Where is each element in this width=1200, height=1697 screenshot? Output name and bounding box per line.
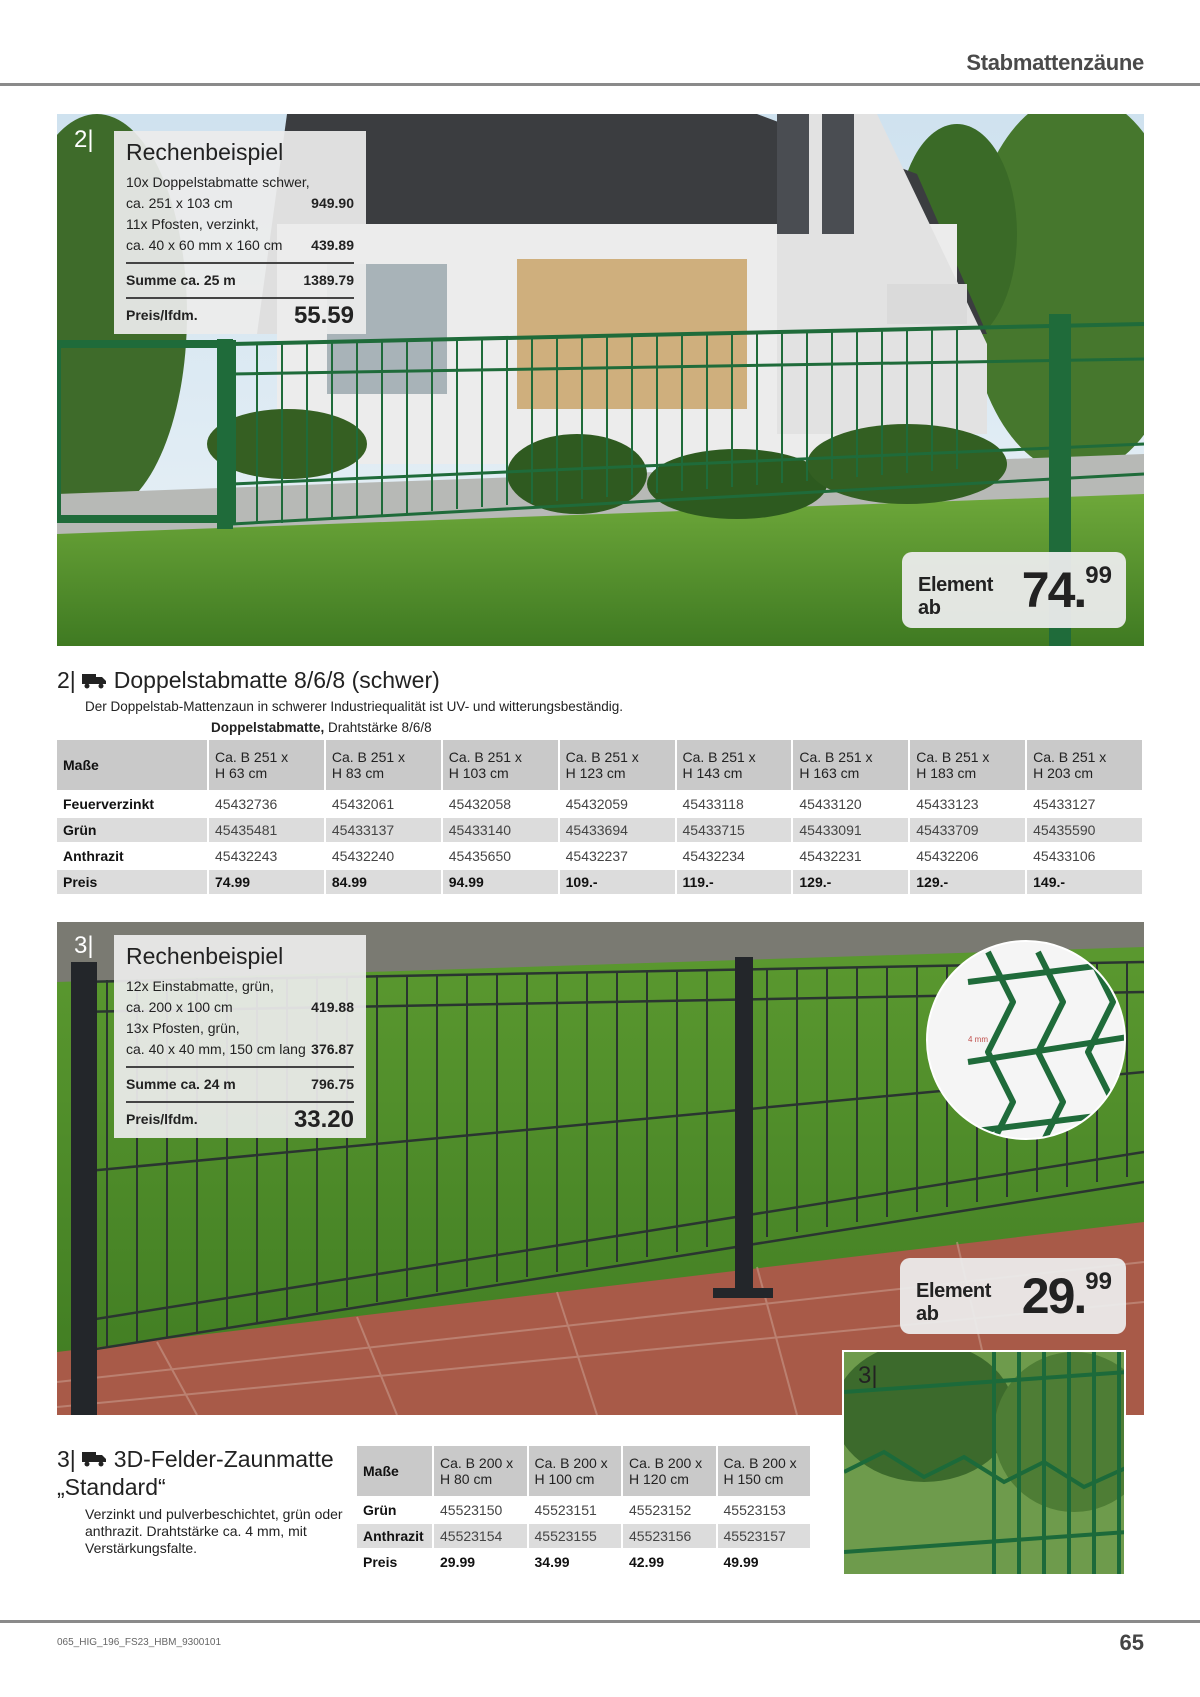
calc-sum: Summe ca. 25 m 1389.79 <box>126 272 354 288</box>
calc-per-meter: Preis/lfdm. 55.59 <box>126 302 354 329</box>
calc-title: Rechenbeispiel <box>126 943 284 969</box>
page-number: 65 <box>1119 1630 1144 1655</box>
footer-catalog-code: 065_HIG_196_FS23_HBM_9300101 <box>57 1637 222 1648</box>
table-row-header: Maße <box>57 740 209 792</box>
calculation-box-3 <box>114 935 366 1138</box>
table-column-header: Ca. B 200 x H 80 cm <box>434 1446 529 1498</box>
table-row: Anthrazit 45432243 45432240 45435650 45432237 45432234 45432231 45432206 45433106 <box>57 844 1144 870</box>
footer-divider <box>0 1620 1200 1623</box>
section-heading-2: 2| Doppelstabmatte 8/6/8 (schwer) <box>57 667 440 693</box>
table-column-header: Ca. B 251 x H 123 cm <box>560 740 677 792</box>
price-badge-3: Element ab 29. 99 <box>900 1258 1126 1334</box>
calculation-box-2 <box>114 131 366 334</box>
calc-line: 11x Pfosten, verzinkt, <box>126 216 259 232</box>
header-divider <box>0 83 1200 86</box>
image-number-2: 2| <box>74 126 94 153</box>
inset-fence-detail-circle <box>926 940 1126 1140</box>
wire-thickness-label: 4 mm <box>968 1035 988 1044</box>
table-column-header: Ca. B 251 x H 203 cm <box>1027 740 1144 792</box>
calc-per-meter: Preis/lfdm. 33.20 <box>126 1106 354 1133</box>
table-column-header: Ca. B 200 x H 100 cm <box>529 1446 624 1498</box>
calc-line: 13x Pfosten, grün, <box>126 1020 240 1036</box>
price-badge-2: Element ab 74. 99 <box>902 552 1126 628</box>
table-column-header: Ca. B 200 x H 120 cm <box>623 1446 718 1498</box>
table-column-header: Ca. B 251 x H 143 cm <box>677 740 794 792</box>
price-table-2 <box>57 740 1144 896</box>
inset-fence-closeup <box>842 1350 1126 1576</box>
calc-divider <box>126 262 354 264</box>
calc-line: ca. 40 x 60 mm x 160 cm 439.89 <box>126 237 354 253</box>
delivery-truck-icon <box>82 1451 106 1467</box>
section-heading-3: 3| 3D-Felder-Zaunmatte „Standard“ <box>57 1446 334 1500</box>
table-column-header: Ca. B 251 x H 183 cm <box>910 740 1027 792</box>
table-column-header: Ca. B 200 x H 150 cm <box>718 1446 813 1498</box>
calc-sum: Summe ca. 24 m 796.75 <box>126 1076 354 1092</box>
calc-divider <box>126 297 354 299</box>
inset-image-number: 3| <box>858 1362 878 1389</box>
calc-line: ca. 251 x 103 cm 949.90 <box>126 195 354 211</box>
calc-title: Rechenbeispiel <box>126 139 284 165</box>
table-column-header: Ca. B 251 x H 83 cm <box>326 740 443 792</box>
table-row-price: Preis 74.99 84.99 94.99 109.- 119.- 129.- 129.- 149.- <box>57 870 1144 896</box>
calc-line: 12x Einstabmatte, grün, <box>126 978 274 994</box>
table-header-row <box>57 740 1144 792</box>
table-header-row <box>357 1446 812 1498</box>
calc-line: 10x Doppelstabmatte schwer, <box>126 174 310 190</box>
table-column-header: Ca. B 251 x H 63 cm <box>209 740 326 792</box>
page-category-title: Stabmattenzäune <box>966 50 1144 75</box>
table-row: Feuerverzinkt 45432736 45432061 45432058 45432059 45433118 45433120 45433123 45433127 <box>57 792 1144 818</box>
table-row-price: Preis 29.99 34.99 42.99 49.99 <box>357 1550 812 1576</box>
table-row: Anthrazit 45523154 45523155 45523156 45523157 <box>357 1524 812 1550</box>
table-column-header: Ca. B 251 x H 163 cm <box>793 740 910 792</box>
table-subheading-2: Doppelstabmatte, Drahtstärke 8/6/8 <box>211 720 432 735</box>
calc-divider <box>126 1101 354 1103</box>
section-description-2: Der Doppelstab-Mattenzaun in schwerer Industriequalität ist UV- und witterungsbeständig. <box>85 699 624 714</box>
table-row-header: Maße <box>357 1446 434 1498</box>
calc-line: ca. 200 x 100 cm 419.88 <box>126 999 354 1015</box>
calc-line: ca. 40 x 40 mm, 150 cm lang 376.87 <box>126 1041 354 1057</box>
delivery-truck-icon <box>82 673 106 689</box>
table-row: Grün 45435481 45433137 45433140 45433694 45433715 45433091 45433709 45435590 <box>57 818 1144 844</box>
price-table-3 <box>357 1446 812 1576</box>
table-column-header: Ca. B 251 x H 103 cm <box>443 740 560 792</box>
table-row: Grün 45523150 45523151 45523152 45523153 <box>357 1498 812 1524</box>
section-description-3: Verzinkt und pulverbeschichtet, grün oder anthrazit. Drahtstärke ca. 4 mm, mit Verstärkungsfalte. <box>85 1506 343 1556</box>
image-number-3: 3| <box>74 932 94 959</box>
calc-divider <box>126 1066 354 1068</box>
